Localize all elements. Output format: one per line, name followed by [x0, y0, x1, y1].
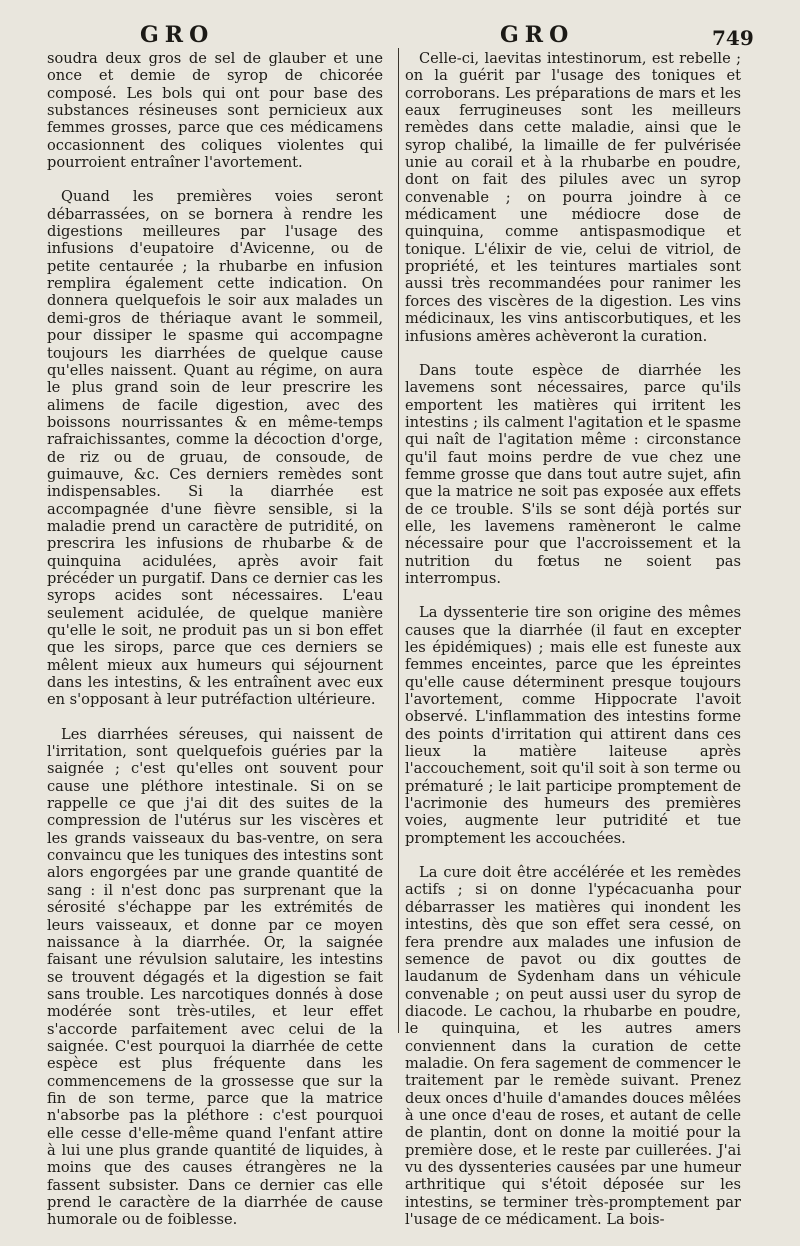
running-head-right: GRO [500, 22, 575, 48]
page-number: 749 [712, 26, 754, 50]
paragraph: La cure doit être accélérée et les remèdes actifs ; si on donne l'ypécacuanha pour débarrasser les matières qui inondent les intestins, dès que son effet sera cessé, on fera prendre aux malades une infusion de semence de pavot ou dix gouttes de laudanum de Sydenham dans un véhicule convenable ; on peut aussi user du syrop de diacode. Le cachou, la rhubarbe en poudre, le quinquina, et les autres amers conviennent dans la curation de cette maladie. On fera sagement de commencer le traitement par le remède suivant. Prenez deux onces d'huile d'amandes douces mêlées à une once d'eau de roses, et autant de celle de plantin, dont on donne la moitié pour la première dose, et le reste par cuillerées. J'ai vu des dyssenteries causées par une humeur arthritique qui s'étoit déposée sur les intestins, se terminer très-promptement par l'usage de ce médicament. La bois- [405, 864, 741, 1228]
paragraph: Celle-ci, laevitas intestinorum, est rebelle ; on la guérit par l'usage des toniques et corroborans. Les préparations de mars et les eaux ferrugineuses sont les meilleurs remèdes dans cette maladie, ainsi que le syrop chalibé, la limaille de fer pulvérisée unie au corail et à la rhubarbe en poudre, dont on fait des pilules avec un syrop convenable ; on pourra joindre à ce médicament une médiocre dose de quinquina, comme antispasmodique et tonique. L'élixir de vie, celui de vitriol, de propriété, et les teintures martiales sont aussi très recommandées pour ranimer les forces des viscères de la digestion. Les vins médicinaux, les vins antiscorbutiques, et les infusions amères achèveront la curation. [405, 50, 741, 345]
paragraph: Dans toute espèce de diarrhée les lavemens sont nécessaires, parce qu'ils emportent les matières qui irritent les intestins ; ils calment l'agitation et le spasme qui naît de l'agitation même : circonstance qu'il faut moins perdre de vue chez une femme grosse que dans tout autre sujet, afin que la matrice ne soit pas exposée aux effets de ce trouble. S'ils se sont déjà portés sur elle, les lavemens ramèneront le calme nécessaire pour que l'accroissement et la nutrition du fœtus ne soient pas interrompus. [405, 361, 741, 587]
running-head-left: GRO [140, 22, 215, 48]
paragraph: soudra deux gros de sel de glauber et une once et demie de syrop de chicorée composé. Les bols qui ont pour base des substances résineuses sont pernicieux aux femmes grosses, parce que ces médicamens occasionnent des coliques violentes qui pourroient entraîner l'avortement. [47, 50, 383, 172]
right-column [405, 50, 741, 1245]
left-column [47, 50, 383, 1246]
column-divider [398, 48, 399, 1033]
paragraph: Les diarrhées séreuses, qui naissent de l'irritation, sont quelquefois guéries par la saignée ; c'est qu'elles ont souvent pour cause une pléthore intestinale. Si on se rappelle ce que j'ai dit des suites de la compression de l'utérus sur les viscères et les grands vaisseaux du bas-ventre, on sera convaincu que les tuniques des intestins sont alors engorgées par une grande quantité de sang : il n'est donc pas surprenant que la sérosité s'échappe par les extrémités de leurs vaisseaux, et donne par ce moyen naissance à la diarrhée. Or, la saignée faisant une révulsion salutaire, les intestins se trouvent dégagés et la digestion se fait sans trouble. Les narcotiques donnés à dose modérée sont très-utiles, et leur effet s'accorde parfaitement avec celui de la saignée. C'est pourquoi la diarrhée de cette espèce est plus fréquente dans les commencemens de la grossesse que sur la fin de son terme, parce que la matrice n'absorbe pas la pléthore : c'est pourquoi elle cesse d'elle-même quand l'enfant attire à lui une plus grande quantité de liquides, à moins que des causes étrangères ne la fassent subsister. Dans ce dernier cas elle prend le caractère de la diarrhée de cause humorale ou de foiblesse. [47, 725, 383, 1229]
paragraph: Quand les premières voies seront débarrassées, on se bornera à rendre les digestions meilleures par l'usage des infusions d'eupatoire d'Avicenne, ou de petite centaurée ; la rhubarbe en infusion remplira également cette indication. On donnera quelquefois le soir aux malades un demi-gros de thériaque avant le sommeil, pour dissiper le spasme qui accompagne toujours les diarrhées de quelque cause qu'elles naissent. Quant au régime, on aura le plus grand soin de leur prescrire les alimens de facile digestion, avec des boissons nourrissantes & en même-temps rafraichissantes, comme la décoction d'orge, de riz ou de gruau, de consoude, de guimauve, &c. Ces derniers remèdes sont indispensables. Si la diarrhée est accompagnée d'une fièvre sensible, si la maladie prend un caractère de putridité, on prescrira les infusions de rhubarbe & de quinquina acidulées, après avoir fait précéder un purgatif. Dans ce dernier cas les syrops acides sont nécessaires. L'eau seulement acidulée, de quelque manière qu'elle le soit, ne produit pas un si bon effet que les sirops, parce que ces derniers se mêlent mieux aux humeurs qui séjournent dans les intestins, & les entraînent avec eux en s'opposant à leur putréfaction ultérieure. [47, 188, 383, 709]
paragraph: La dyssenterie tire son origine des mêmes causes que la diarrhée (il faut en excepter les épidémiques) ; mais elle est funeste aux femmes enceintes, parce que les épreintes qu'elle cause déterminent presque toujours l'avortement, comme Hippocrate l'avoit observé. L'inflammation des intestins forme des points d'irritation qui attirent dans ces lieux la matière laiteuse après l'accouchement, soit qu'il soit à son terme ou prématuré ; le lait participe promptement de l'acrimonie des humeurs des premières voies, augmente leur putridité et tue promptement les accouchées. [405, 604, 741, 847]
